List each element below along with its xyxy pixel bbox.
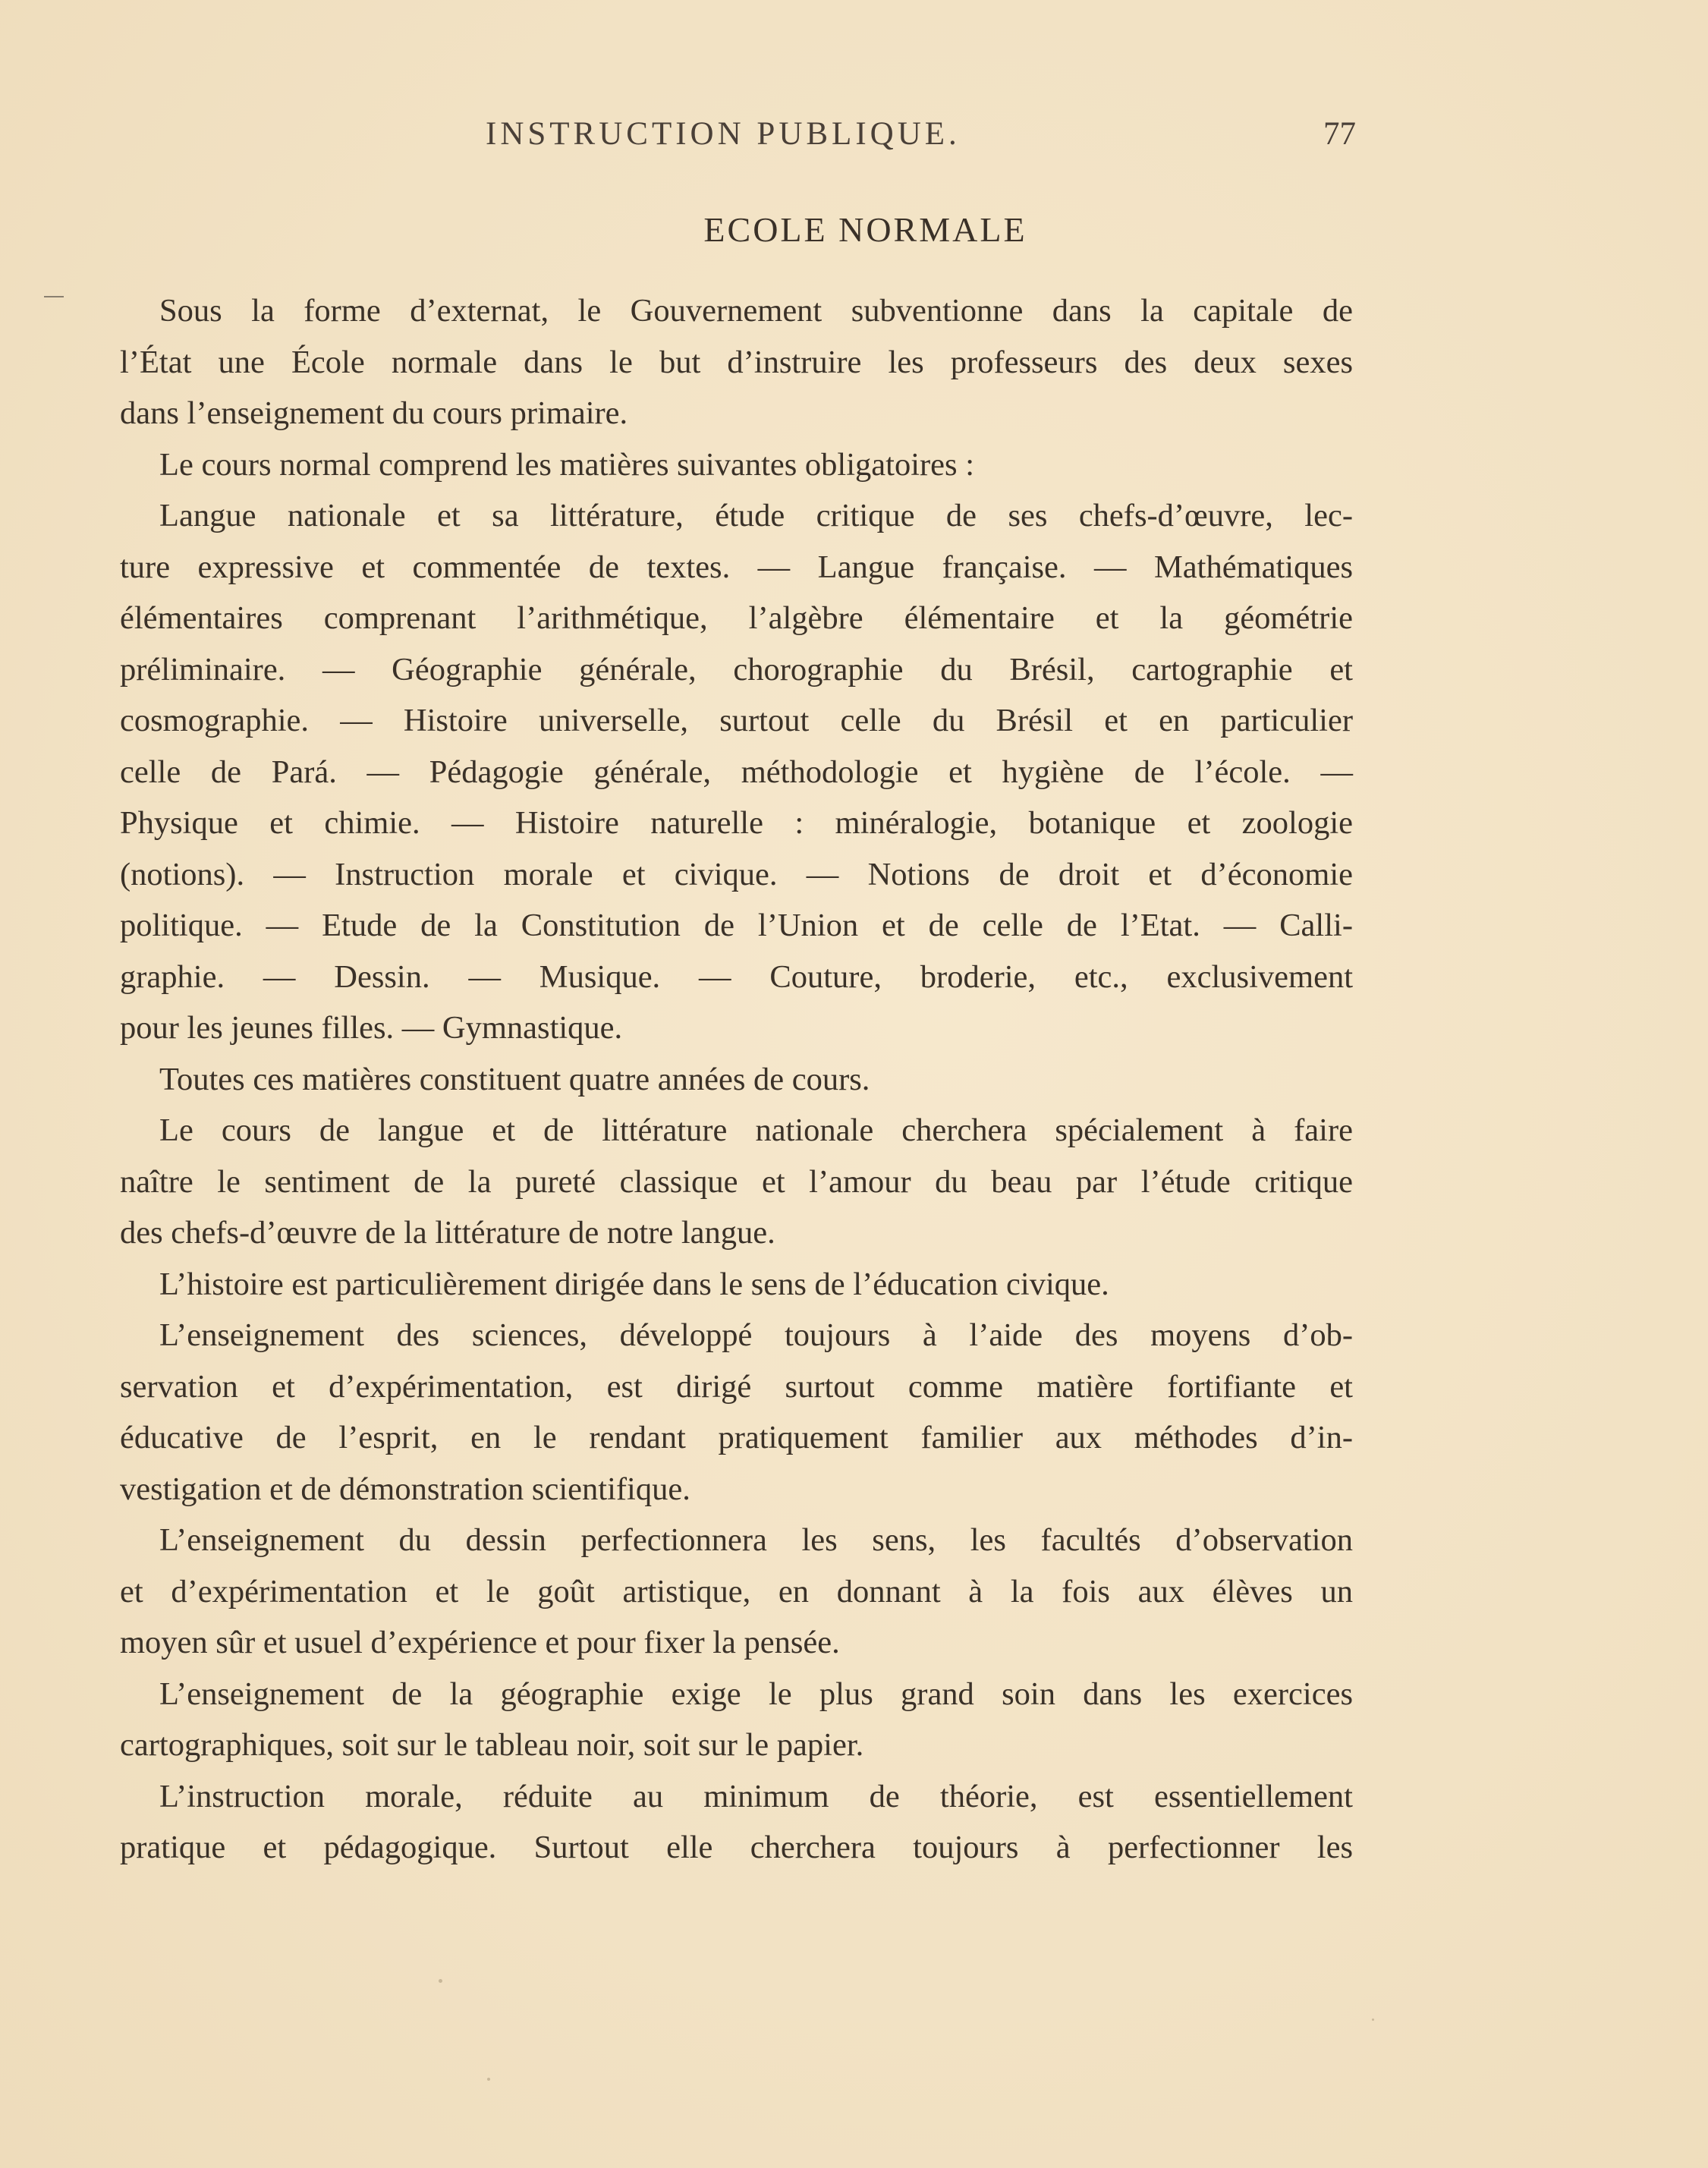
text-line: L’histoire est particulièrement dirigée dans le sens de l’éducation civique. <box>159 1266 1109 1302</box>
text-line: l’État une École normale dans le but d’instruire les professeurs des deux sexes <box>120 344 1353 380</box>
text-line: L’enseignement des sciences, développé toujours à l’aide des moyens d’ob- <box>159 1317 1353 1353</box>
text-line: L’enseignement de la géographie exige le plus grand soin dans les exercices <box>159 1676 1353 1712</box>
text-line: Le cours de langue et de littérature nationale cherchera spécialement à faire <box>159 1112 1353 1148</box>
text-line: moyen sûr et usuel d’expérience et pour fixer la pensée. <box>120 1625 840 1660</box>
page-number: 77 <box>1323 116 1356 152</box>
text-line: L’instruction morale, réduite au minimum de théorie, est essentiellement <box>159 1778 1353 1814</box>
text-line: dans l’enseignement du cours primaire. <box>120 395 628 431</box>
running-head: INSTRUCTION PUBLIQUE. <box>486 116 961 152</box>
text-line: Toutes ces matières constituent quatre années de cours. <box>159 1061 870 1097</box>
text-line: Sous la forme d’externat, le Gouvernement subventionne dans la capitale de <box>159 293 1353 329</box>
text-line: Langue nationale et sa littérature, étude critique de ses chefs-d’œuvre, lec- <box>159 498 1353 533</box>
margin-mark <box>44 296 64 297</box>
text-line: cartographiques, soit sur le tableau noir, soit sur le papier. <box>120 1727 864 1763</box>
section-title: ECOLE NORMALE <box>703 210 1027 249</box>
paper-speck <box>1372 2019 1374 2021</box>
text-line: cosmographie. — Histoire universelle, surtout celle du Brésil et en particulier <box>120 703 1353 738</box>
paper-speck <box>487 2078 490 2081</box>
text-line: L’enseignement du dessin perfectionnera les sens, les facultés d’observation <box>159 1522 1353 1558</box>
text-line: et d’expérimentation et le goût artistique, en donnant à la fois aux élèves un <box>120 1573 1353 1609</box>
text-line: naître le sentiment de la pureté classique et l’amour du beau par l’étude critique <box>120 1163 1353 1200</box>
body-text <box>120 285 1353 1874</box>
text-line: (notions). — Instruction morale et civique. — Notions de droit et d’économie <box>120 856 1353 892</box>
text-line: ture expressive et commentée de textes. — Langue française. — Mathématiques <box>120 549 1353 585</box>
text-line: celle de Pará. — Pédagogie générale, méthodologie et hygiène de l’école. — <box>120 754 1353 790</box>
text-line: Le cours normal comprend les matières suivantes obligatoires : <box>159 446 974 483</box>
text-line: pratique et pédagogique. Surtout elle cherchera toujours à perfectionner les <box>120 1830 1353 1865</box>
text-line: éducative de l’esprit, en le rendant pratiquement familier aux méthodes d’in- <box>120 1420 1353 1455</box>
text-line: pour les jeunes filles. — Gymnastique. <box>120 1010 623 1046</box>
text-line: vestigation et de démonstration scientifique. <box>120 1471 690 1507</box>
text-line: politique. — Etude de la Constitution de l’Union et de celle de l’Etat. — Calli- <box>120 908 1353 943</box>
text-line: graphie. — Dessin. — Musique. — Couture, broderie, etc., exclusivement <box>120 958 1353 995</box>
text-line: servation et d’expérimentation, est dirigé surtout comme matière fortifiante et <box>120 1368 1353 1405</box>
text-line: Physique et chimie. — Histoire naturelle : minéralogie, botanique et zoologie <box>120 805 1353 841</box>
paper-speck <box>439 1979 442 1983</box>
text-line: des chefs-d’œuvre de la littérature de notre langue. <box>120 1215 775 1251</box>
text-line: élémentaires comprenant l’arithmétique, l’algèbre élémentaire et la géométrie <box>120 600 1353 636</box>
text-line: préliminaire. — Géographie générale, chorographie du Brésil, cartographie et <box>120 651 1353 688</box>
